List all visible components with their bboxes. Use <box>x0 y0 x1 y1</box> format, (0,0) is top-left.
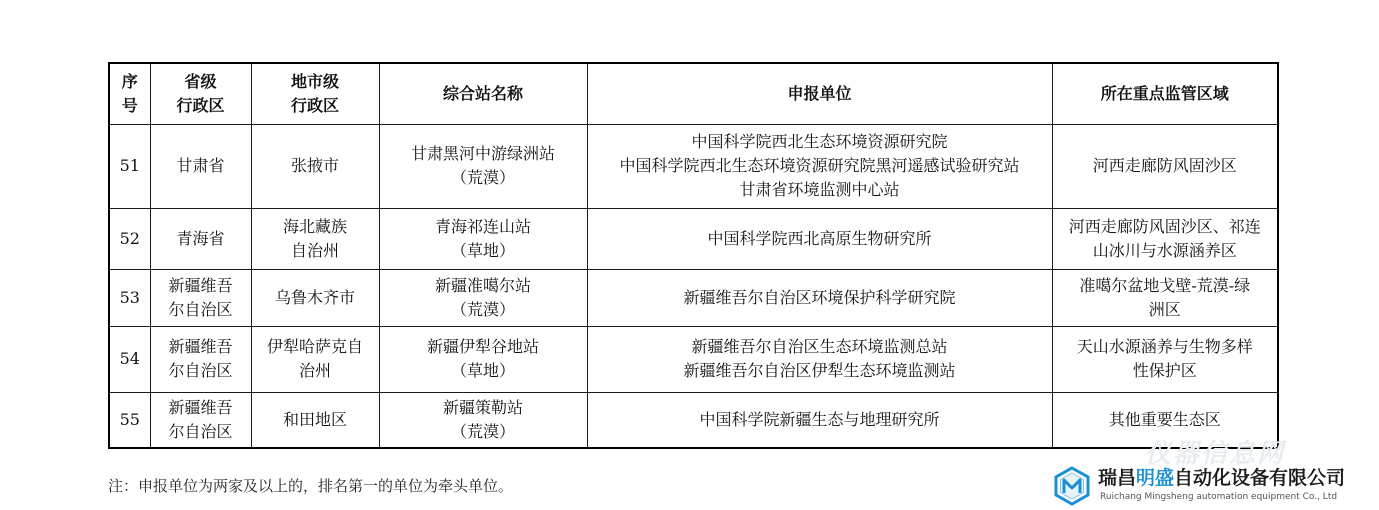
cell-province: 青海省 <box>150 208 251 269</box>
cell-region: 准噶尔盆地戈壁-荒漠-绿 洲区 <box>1052 269 1278 326</box>
cell-province: 甘肃省 <box>150 124 251 208</box>
cell-city: 伊犁哈萨克自 治州 <box>251 326 379 392</box>
cell-index: 55 <box>109 392 150 448</box>
header-station-name: 综合站名称 <box>379 63 587 124</box>
cell-unit: 中国科学院新疆生态与地理研究所 <box>587 392 1052 448</box>
cell-province: 新疆维吾 尔自治区 <box>150 269 251 326</box>
cell-unit: 新疆维吾尔自治区环境保护科学研究院 <box>587 269 1052 326</box>
cell-index: 51 <box>109 124 150 208</box>
cell-region: 河西走廊防风固沙区、祁连 山冰川与水源涵养区 <box>1052 208 1278 269</box>
table-header-row <box>109 63 1278 124</box>
cell-index: 54 <box>109 326 150 392</box>
cell-index: 53 <box>109 269 150 326</box>
cell-province: 新疆维吾 尔自治区 <box>150 392 251 448</box>
cell-unit: 新疆维吾尔自治区生态环境监测总站 新疆维吾尔自治区伊犁生态环境监测站 <box>587 326 1052 392</box>
company-name-highlight: 明盛 <box>1136 467 1175 489</box>
cell-region: 天山水源涵养与生物多样 性保护区 <box>1052 326 1278 392</box>
cell-station: 青海祁连山站 （草地） <box>379 208 587 269</box>
cell-city: 海北藏族 自治州 <box>251 208 379 269</box>
cell-station: 甘肃黑河中游绿洲站 （荒漠） <box>379 124 587 208</box>
table-row <box>109 208 1278 269</box>
cell-station: 新疆策勒站 （荒漠） <box>379 392 587 448</box>
cell-province: 新疆维吾 尔自治区 <box>150 326 251 392</box>
cell-station: 新疆伊犁谷地站 （草地） <box>379 326 587 392</box>
footnote: 注：申报单位为两家及以上的，排名第一的单位为牵头单位。 <box>108 477 514 495</box>
cell-unit: 中国科学院西北高原生物研究所 <box>587 208 1052 269</box>
cell-station: 新疆准噶尔站 （荒漠） <box>379 269 587 326</box>
cell-index: 52 <box>109 208 150 269</box>
header-reporting-unit: 申报单位 <box>587 63 1052 124</box>
company-name <box>1098 466 1345 490</box>
company-name-prefix: 瑞昌 <box>1098 467 1137 489</box>
company-name-suffix: 自动化设备有限公司 <box>1174 467 1346 489</box>
cell-city: 乌鲁木齐市 <box>251 269 379 326</box>
watermark: 仪器信息网 <box>1145 439 1286 469</box>
station-table <box>108 62 1279 449</box>
header-supervision-region: 所在重点监管区域 <box>1052 63 1278 124</box>
table-row <box>109 124 1278 208</box>
cell-city: 张掖市 <box>251 124 379 208</box>
table-row <box>109 269 1278 326</box>
cell-region: 其他重要生态区 <box>1052 392 1278 448</box>
header-province: 省级 行政区 <box>150 63 251 124</box>
header-city: 地市级 行政区 <box>251 63 379 124</box>
table-row <box>109 326 1278 392</box>
cell-city: 和田地区 <box>251 392 379 448</box>
company-name-english: Ruichang Mingsheng automation equipment Co., Ltd <box>1100 492 1338 502</box>
company-brand <box>1052 462 1377 508</box>
header-index: 序 号 <box>109 63 150 124</box>
cell-region: 河西走廊防风固沙区 <box>1052 124 1278 208</box>
table-row <box>109 392 1278 448</box>
cell-unit: 中国科学院西北生态环境资源研究院 中国科学院西北生态环境资源研究院黑河遥感试验研究站 甘肃省环境监测中心站 <box>587 124 1052 208</box>
hexagon-m-logo-icon <box>1052 466 1092 506</box>
